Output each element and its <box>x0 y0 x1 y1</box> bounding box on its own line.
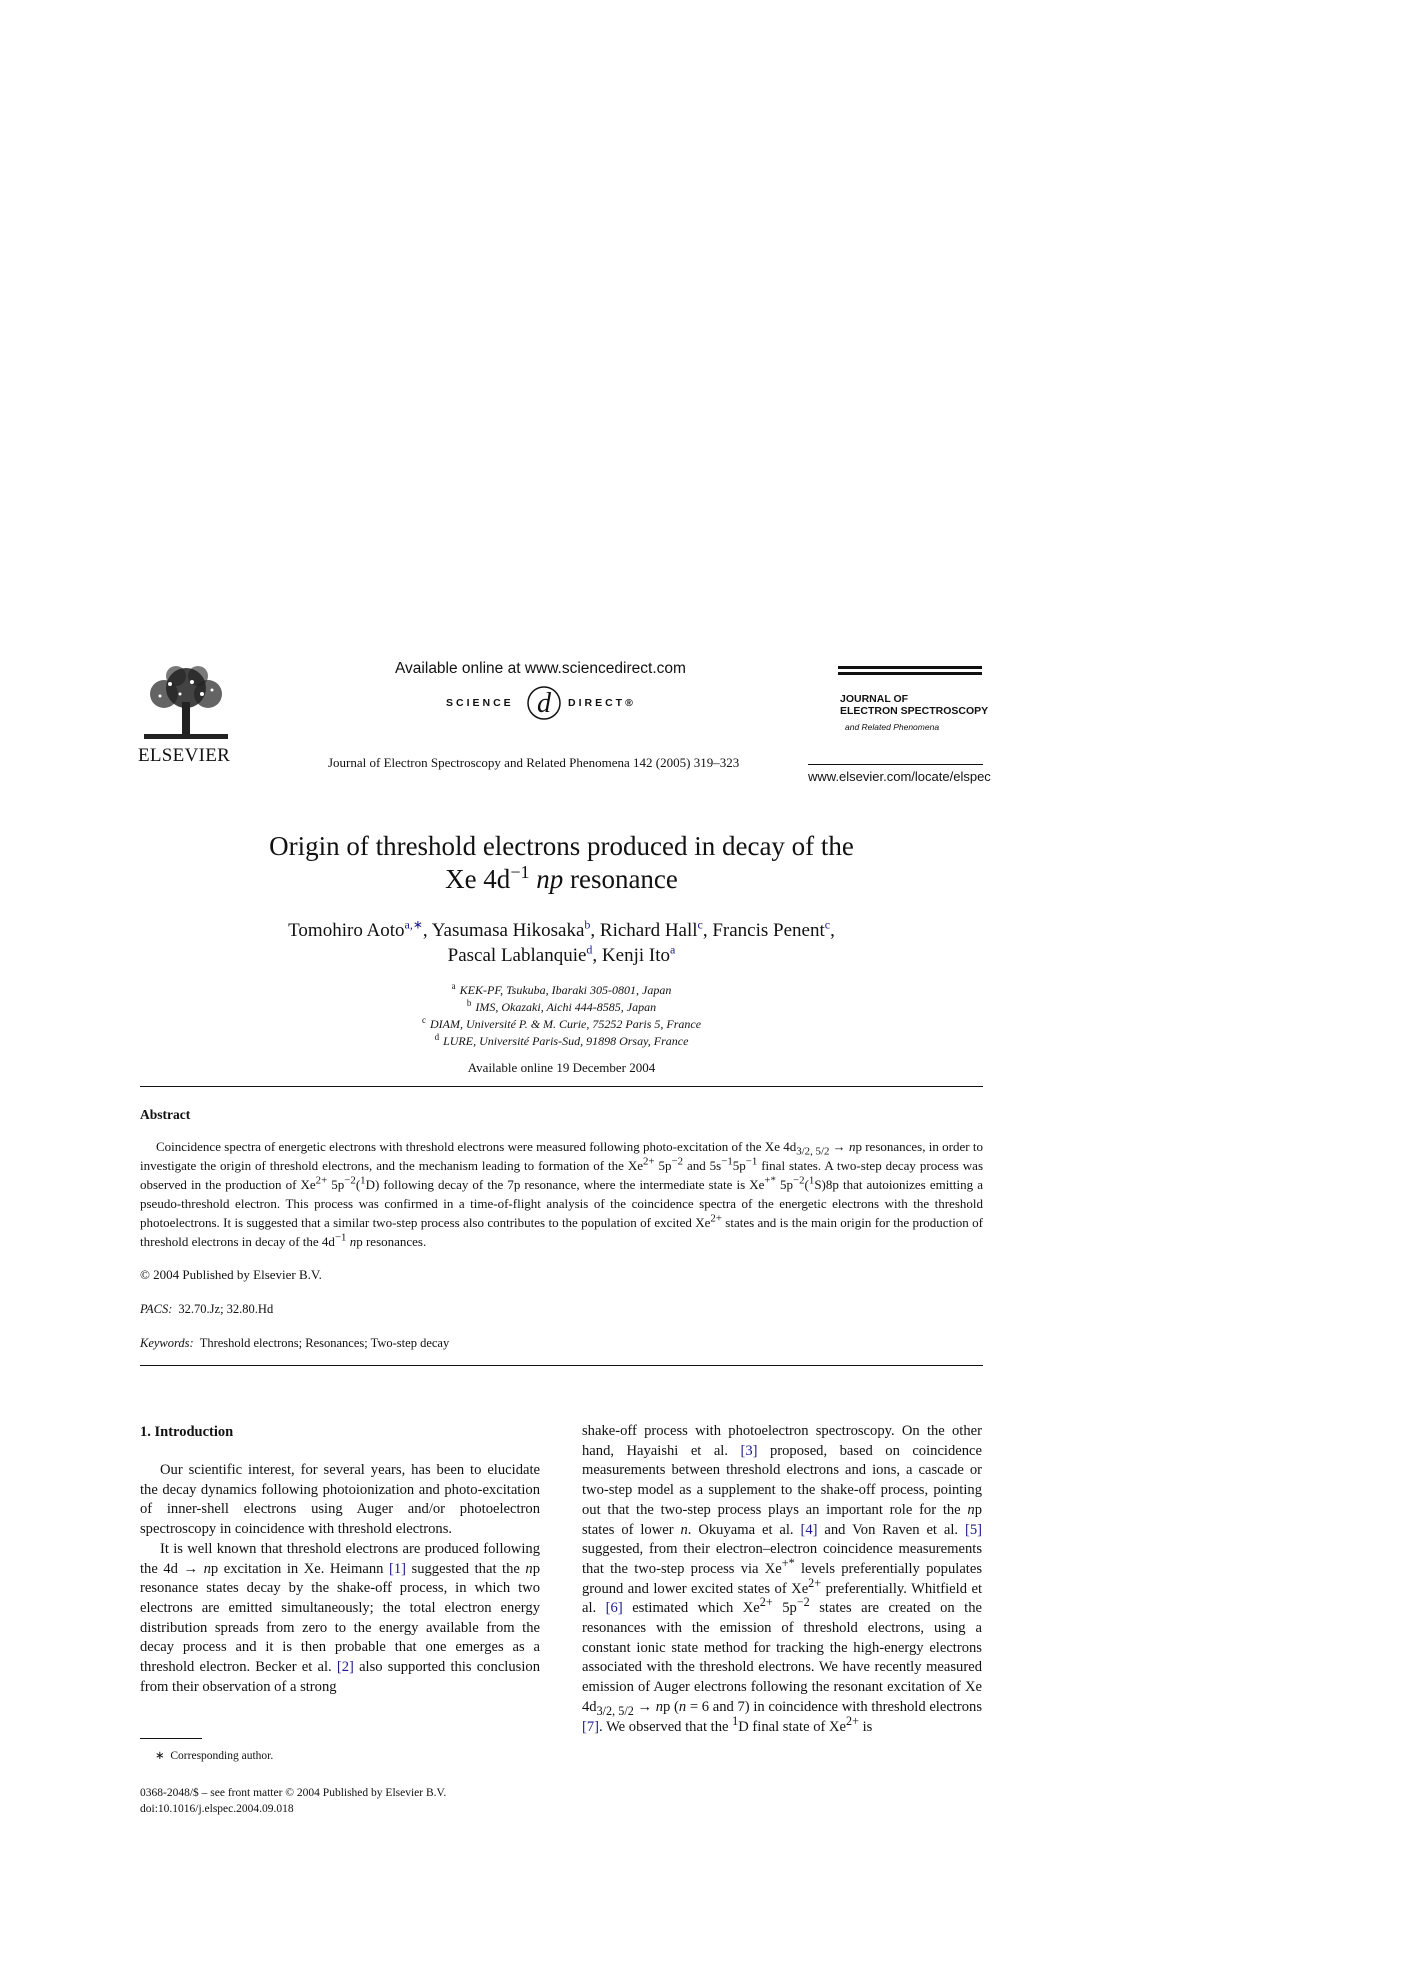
affiliation-item <box>140 982 983 999</box>
journal-name-line-2: ELECTRON SPECTROSCOPY <box>840 705 989 717</box>
author-name: Yasumasa Hikosaka <box>431 920 585 941</box>
issn-line: 0368-2048/$ – see front matter © 2004 Published by Elsevier B.V. <box>140 1787 447 1799</box>
available-online-text[interactable]: Available online at www.sciencedirect.com <box>395 660 686 677</box>
author-sep: , <box>702 920 713 941</box>
author-name: Pascal Lablanquie <box>447 945 587 966</box>
title-line-1: Origin of threshold electrons produced in decay of the <box>269 831 854 861</box>
journal-subtitle: and Related Phenomena <box>845 722 940 732</box>
author-sep: , <box>830 920 835 941</box>
doi-line[interactable]: doi:10.1016/j.elspec.2004.09.018 <box>140 1803 294 1815</box>
affiliation-item <box>140 1033 983 1050</box>
title-italic: np <box>536 864 564 894</box>
abstract-body: Coincidence spectra of energetic electrons with threshold electrons were measured following photo-excitation of the Xe $4d_{3/2, 5/2}$ → np resonances, in order to investigate the origin of threshold electrons, and the mechanism leading to formation of the $Xe^{2+}$ $5p^{-2}$ and $5s^{-1}5p^{-1}$ final states. A two-step decay process was observed in the production of $Xe^{2+}$ $5p^{-2}(^1D)$ following decay of the 7p resonance, where the intermediate state is Xe+* $5p^{-2}(^1S)8p$ that autoionizes emitting a pseudo-threshold electron. This process was confirmed in a time-of-flight analysis of the coincidence spectra of the energetic electrons with the threshold photoelectrons. It is suggested that a similar two-step process also contributes to the population of excited $Xe^{2+}$ states and is the main origin for the production of threshold electrons in decay of the $4d^{-1}$ np resonances. <box>140 1139 984 1249</box>
sciencedirect-d-icon <box>526 685 562 721</box>
svg-text:d: d <box>537 688 551 719</box>
author-name: Francis Penent <box>712 920 825 941</box>
abstract-copyright: © 2004 Published by Elsevier B.V. <box>140 1267 322 1282</box>
journal-header-lines <box>838 666 982 678</box>
sciencedirect-logo <box>446 685 666 725</box>
author-name: Kenji Ito <box>601 945 670 966</box>
article-title <box>140 830 983 896</box>
pacs-line <box>140 1302 273 1317</box>
title-sup: −1 <box>510 862 530 882</box>
reference-link[interactable]: [7] <box>582 1718 600 1735</box>
author-name: Richard Hall <box>599 920 698 941</box>
footnote-text: Corresponding author. <box>170 1750 274 1762</box>
affiliation-list <box>140 982 983 1050</box>
author-affil-link[interactable]: b <box>584 917 591 932</box>
section-heading-introduction: 1. Introduction <box>140 1424 234 1440</box>
abstract-heading: Abstract <box>140 1107 191 1122</box>
left-column <box>140 1461 540 1697</box>
author-name: Tomohiro Aoto <box>288 920 405 941</box>
pacs-value: 32.70.Jz; 32.80.Hd <box>178 1302 274 1316</box>
reference-link[interactable]: [3] <box>740 1442 758 1459</box>
journal-name-line-1: JOURNAL OF <box>840 693 909 705</box>
affiliation-item <box>140 1016 983 1033</box>
author-affil-link[interactable]: d <box>586 942 593 957</box>
affiliation-text: LURE, Université Paris-Sud, 91898 Orsay, France <box>443 1034 689 1048</box>
affiliation-label: a <box>451 981 456 991</box>
reference-link[interactable]: [4] <box>800 1521 818 1538</box>
footnote-rule <box>140 1738 202 1739</box>
affiliation-label: b <box>466 998 472 1008</box>
keywords-line <box>140 1336 449 1351</box>
journal-divider <box>808 764 983 765</box>
front-matter <box>140 1785 446 1817</box>
sciencedirect-right-word: DIRECT® <box>568 697 636 709</box>
keywords-value: Threshold electrons; Resonances; Two-step decay <box>199 1336 450 1350</box>
author-sep: , <box>592 945 602 966</box>
author-line-1 <box>140 918 983 943</box>
available-date: Available online 19 December 2004 <box>467 1060 656 1075</box>
author-sep: , <box>590 920 600 941</box>
title-part-end: resonance <box>563 864 678 894</box>
sciencedirect-left-word: SCIENCE <box>446 697 514 709</box>
keywords-label: Keywords: <box>140 1336 194 1350</box>
footnote-marker: ∗ <box>155 1750 165 1762</box>
abstract-bottom-rule <box>140 1365 983 1366</box>
intro-paragraph-2-continued: shake-off process with photoelectron spectroscopy. On the other hand, Hayaishi et al. [3] proposed, based on coincidence measurements between threshold electrons and ions, a cascade or two-step model as a supplement to the shake-off process, pointing out that the two-step process plays an important role for the np states of lower n. Okuyama et al. [4] and Von Raven et al. [5] suggested, from their electron–electron coincidence measurements that the two-step process via Xe+* levels preferentially populates ground and lower excited states of $Xe^{2+}$ preferentially. Whitfield et al. [6] estimated which $Xe^{2+}$ $5p^{-2}$ states are created on the resonances with the emission of threshold electrons, using a constant ionic state method for tracking the high-energy electrons associated with the threshold electrons. We have recently measured emission of Auger electrons following the resonant excitation of Xe $4d_{3/2, 5/2}$ → np (n = 6 and 7) in coincidence with threshold electrons [7]. We observed that the $^1$D final state of $Xe^{2+}$ is <box>582 1423 983 1735</box>
title-part: Xe 4d <box>445 864 511 894</box>
author-affil-link[interactable]: a,∗ <box>404 917 423 932</box>
intro-paragraph-1: Our scientific interest, for several years, has been to elucidate the decay dynamics following photoionization and photo-excitation of inner-shell electrons using Auger and/or photoelectron spectroscopy in coincidence with threshold electrons. <box>140 1462 540 1538</box>
affiliation-label: c <box>421 1015 426 1025</box>
affiliation-text: IMS, Okazaki, Aichi 444-8585, Japan <box>475 1000 657 1014</box>
title-line-2 <box>140 863 983 896</box>
journal-url-link[interactable]: www.elsevier.com/locate/elspec <box>808 769 991 784</box>
intro-paragraph-2: It is well known that threshold electrons are produced following the 4d → np excitation in Xe. Heimann [1] suggested that the np resonance states decay by the shake-off process, in which two electrons are emitted simultaneously; the total electron energy distribution spreads from zero to the energy available from the decay process and it is then probable that one emerges as a threshold electron. Becker et al. [2] also supported this conclusion from their observation of a strong <box>140 1540 540 1695</box>
affiliation-item <box>140 999 983 1016</box>
publisher-name: ELSEVIER <box>138 745 231 766</box>
author-line-2 <box>140 943 983 968</box>
author-affil-link[interactable]: a <box>670 942 676 957</box>
journal-citation: Journal of Electron Spectroscopy and Related Phenomena 142 (2005) 319–323 <box>328 755 740 770</box>
author-affil-link[interactable]: c <box>697 917 703 932</box>
author-list <box>140 918 983 968</box>
pacs-label: PACS: <box>140 1302 173 1316</box>
author-affil-link[interactable]: c <box>824 917 831 932</box>
elsevier-tree-logo-icon <box>140 664 232 744</box>
abstract-top-rule <box>140 1086 983 1087</box>
reference-link[interactable]: [5] <box>964 1521 982 1538</box>
right-column <box>582 1422 982 1737</box>
affiliation-text: DIAM, Université P. & M. Curie, 75252 Paris 5, France <box>429 1017 702 1031</box>
affiliation-text: KEK-PF, Tsukuba, Ibaraki 305-0801, Japan <box>459 983 672 997</box>
reference-link[interactable]: [6] <box>605 1600 623 1617</box>
footnote-corresponding-author <box>155 1748 273 1762</box>
journal-name <box>840 693 988 717</box>
author-sep: , <box>422 920 432 941</box>
affiliation-label: d <box>434 1032 440 1042</box>
reference-link[interactable]: [1] <box>388 1560 406 1577</box>
reference-link[interactable]: [2] <box>336 1659 354 1676</box>
